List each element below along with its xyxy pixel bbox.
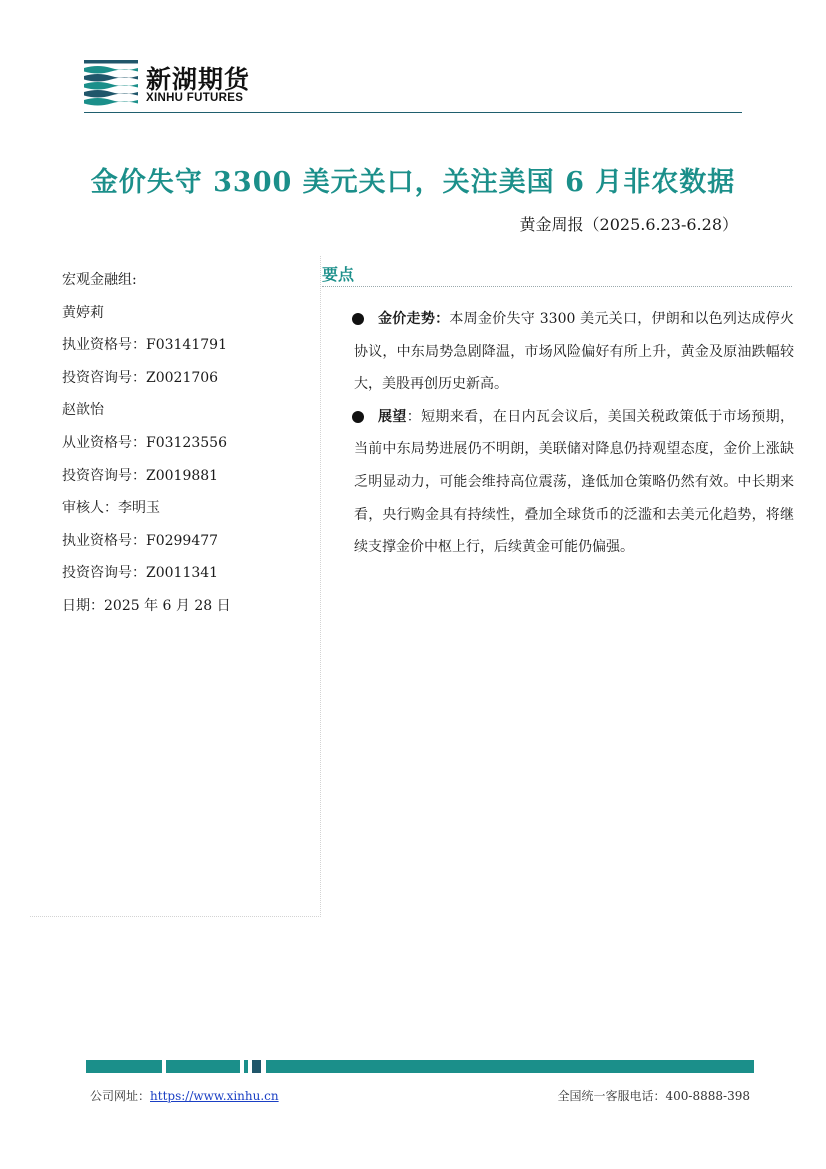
company-logo (84, 58, 284, 108)
key-point-item (354, 303, 794, 401)
key-point-label: 金价走势： (378, 311, 450, 327)
sidebar-line: 日期：2025 年 6 月 28 日 (62, 597, 231, 614)
website-link[interactable]: https://www.xinhu.cn (150, 1089, 279, 1103)
report-title: 金价失守 3300 美元关口，关注美国 6 月非农数据 (90, 167, 736, 198)
key-point-label: 展望 (378, 408, 407, 425)
sidebar-line: 审核人：李明玉 (62, 500, 160, 517)
sidebar-line: 投资咨询号：Z0019881 (62, 467, 219, 484)
logo-name-cn: 新湖期货 (146, 65, 251, 94)
footer-website (90, 1087, 279, 1104)
sidebar-line: 黄婷莉 (62, 304, 104, 321)
key-point-item (354, 401, 794, 564)
sidebar-line: 投资咨询号：Z0011341 (62, 565, 219, 582)
sidebar-line: 宏观金融组: (62, 272, 137, 288)
sidebar-line: 从业资格号：F03123556 (62, 434, 227, 451)
sidebar-line: 赵歆怡 (62, 402, 104, 419)
key-points-list (354, 303, 794, 564)
header-divider (84, 112, 742, 113)
bullet-icon (352, 313, 364, 325)
key-point-text: ：短期来看，在日内瓦会议后，美国关税政策低于市场预期，当前中东局势进展仍不明朗，美联储对降息仍持观望态度，金价上涨缺乏明显动力，可能会维持高位震荡，逢低加仓策略仍然有效。中长期来看，央行购金具有持续性，叠加全球货币的泛滥和去美元化趋势，将继续支撑金价中枢上行，后续黄金可能仍偏强。 (354, 408, 795, 556)
report-subtitle: 黄金周报（2025.6.23-6.28） (519, 215, 738, 234)
logo-waves-icon (84, 58, 138, 106)
key-point-text: 本周金价失守 3300 美元关口，伊朗和以色列达成停火协议，中东局势急剧降温，市场风险偏好有所上升，黄金及原油跌幅较大，美股再创历史新高。 (354, 311, 795, 393)
footer-color-bar (86, 1060, 754, 1073)
sidebar-line: 执业资格号：F0299477 (62, 532, 219, 549)
website-label: 公司网址： (90, 1089, 151, 1103)
bullet-icon (352, 411, 364, 423)
footer-hotline: 全国统一客服电话：400-8888-398 (557, 1089, 750, 1103)
sidebar-line: 执业资格号：F03141791 (62, 337, 227, 354)
analyst-info (62, 264, 312, 623)
sidebar-line: 投资咨询号：Z0021706 (62, 369, 219, 386)
key-points-divider (322, 286, 792, 287)
key-points-heading: 要点 (322, 265, 355, 284)
logo-name-en: XINHU FUTURES (146, 92, 244, 104)
